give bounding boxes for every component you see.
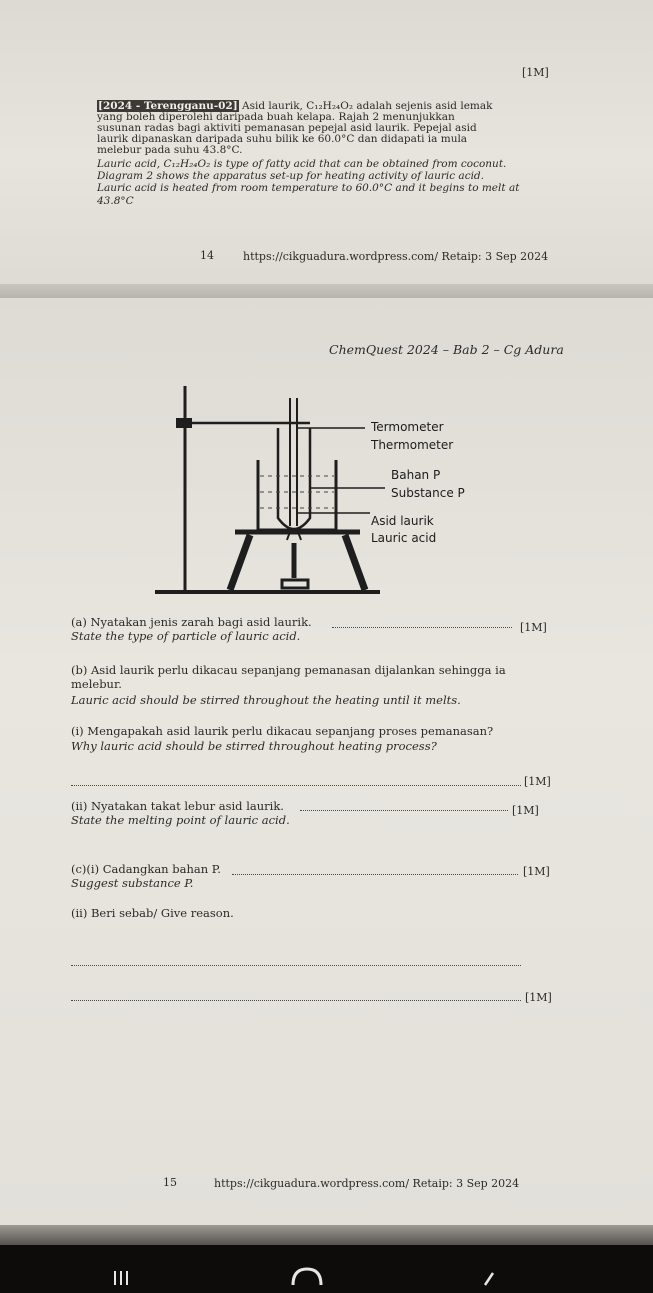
question-ci-malay: (c)(i) Cadangkan bahan P.	[71, 862, 221, 876]
mark-a: [1M]	[520, 621, 547, 634]
mark-ci: [1M]	[523, 865, 550, 878]
answer-line-ci	[232, 874, 518, 875]
question-bi-malay: (i) Mengapakah asid laurik perlu dikacau sepanjang proses pemanasan?	[71, 724, 494, 738]
top-mark: [1M]	[522, 66, 549, 79]
recent-apps-icon[interactable]	[113, 1269, 129, 1291]
answer-line-bi	[71, 785, 521, 786]
test-tube	[278, 428, 310, 529]
tripod-leg-right	[345, 535, 365, 590]
question-tag: [2024 - Terengganu-02]	[98, 100, 238, 112]
label-termometer: Termometer	[371, 420, 444, 434]
english-line-3: Lauric acid is heated from room temperature to 60.0°C and it begins to melt at	[97, 182, 520, 194]
label-substance-p: Substance P	[391, 486, 465, 500]
question-b-malay-2: melebur.	[71, 677, 122, 691]
malay-line-5: melebur pada suhu 43.8°C.	[97, 144, 243, 156]
label-asid-laurik: Asid laurik	[371, 514, 434, 528]
page-number-15: 15	[163, 1176, 177, 1189]
mark-bii: [1M]	[512, 804, 539, 817]
page-separator	[0, 284, 653, 298]
question-cii-prompt: (ii) Beri sebab/ Give reason.	[71, 906, 234, 920]
page-15	[0, 298, 653, 1238]
tripod-leg-left	[230, 535, 250, 590]
answer-line-cii-2	[71, 1000, 521, 1001]
mark-cii: [1M]	[525, 991, 552, 1004]
footer-url-14: https://cikguadura.wordpress.com/ Retaip: 3 Sep 2024	[243, 250, 549, 263]
question-bii-malay: (ii) Nyatakan takat lebur asid laurik.	[71, 799, 284, 813]
question-bii-english: State the melting point of lauric acid.	[71, 813, 290, 827]
question-a-malay: (a) Nyatakan jenis zarah bagi asid laurik.	[71, 615, 312, 629]
page-14	[0, 0, 653, 290]
answer-line-a	[332, 627, 512, 628]
page-number-14: 14	[200, 249, 214, 262]
navigation-bar	[0, 1245, 653, 1293]
question-a-english: State the type of particle of lauric acid.	[71, 629, 301, 643]
english-line-2: Diagram 2 shows the apparatus set-up for heating activity of lauric acid.	[97, 170, 484, 182]
english-line-4: 43.8°C	[97, 195, 134, 207]
label-lauric-acid: Lauric acid	[371, 531, 437, 545]
answer-line-cii-1	[71, 965, 521, 966]
malay-line-2: yang boleh diperolehi daripada buah kelapa. Rajah 2 menunjukkan	[97, 111, 455, 123]
answer-line-bii	[300, 810, 508, 811]
malay-line-3: susunan radas bagi aktiviti pemanasan pepejal asid laurik. Pepejal asid	[97, 122, 477, 134]
english-line-1: Lauric acid, C₁₂H₂₄O₂ is type of fatty acid that can be obtained from coconut.	[97, 158, 507, 170]
label-thermometer: Thermometer	[371, 438, 454, 452]
malay-line-1: Asid laurik, C₁₂H₂₄O₂ adalah sejenis asid lemak	[242, 100, 493, 112]
mark-bi: [1M]	[524, 775, 551, 788]
clamp-boss	[176, 418, 192, 428]
burner-base	[282, 580, 308, 588]
footer-url-15: https://cikguadura.wordpress.com/ Retaip: 3 Sep 2024	[214, 1177, 520, 1190]
page-header: ChemQuest 2024 – Bab 2 – Cg Adura	[329, 342, 564, 357]
question-b-english: Lauric acid should be stirred throughout the heating until it melts.	[71, 693, 461, 707]
question-ci-english: Suggest substance P.	[71, 876, 194, 890]
question-bi-english: Why lauric acid should be stirred throughout heating process?	[71, 739, 437, 753]
back-icon[interactable]	[482, 1271, 496, 1291]
question-b-malay-1: (b) Asid laurik perlu dikacau sepanjang pemanasan dijalankan sehingga ia	[71, 663, 506, 677]
page-bottom-edge	[0, 1225, 653, 1245]
home-icon[interactable]	[290, 1265, 324, 1291]
malay-line-4: laurik dipanaskan daripada suhu bilik ke 60.0°C dan didapati ia mula	[97, 133, 468, 145]
label-bahan-p: Bahan P	[391, 468, 441, 482]
